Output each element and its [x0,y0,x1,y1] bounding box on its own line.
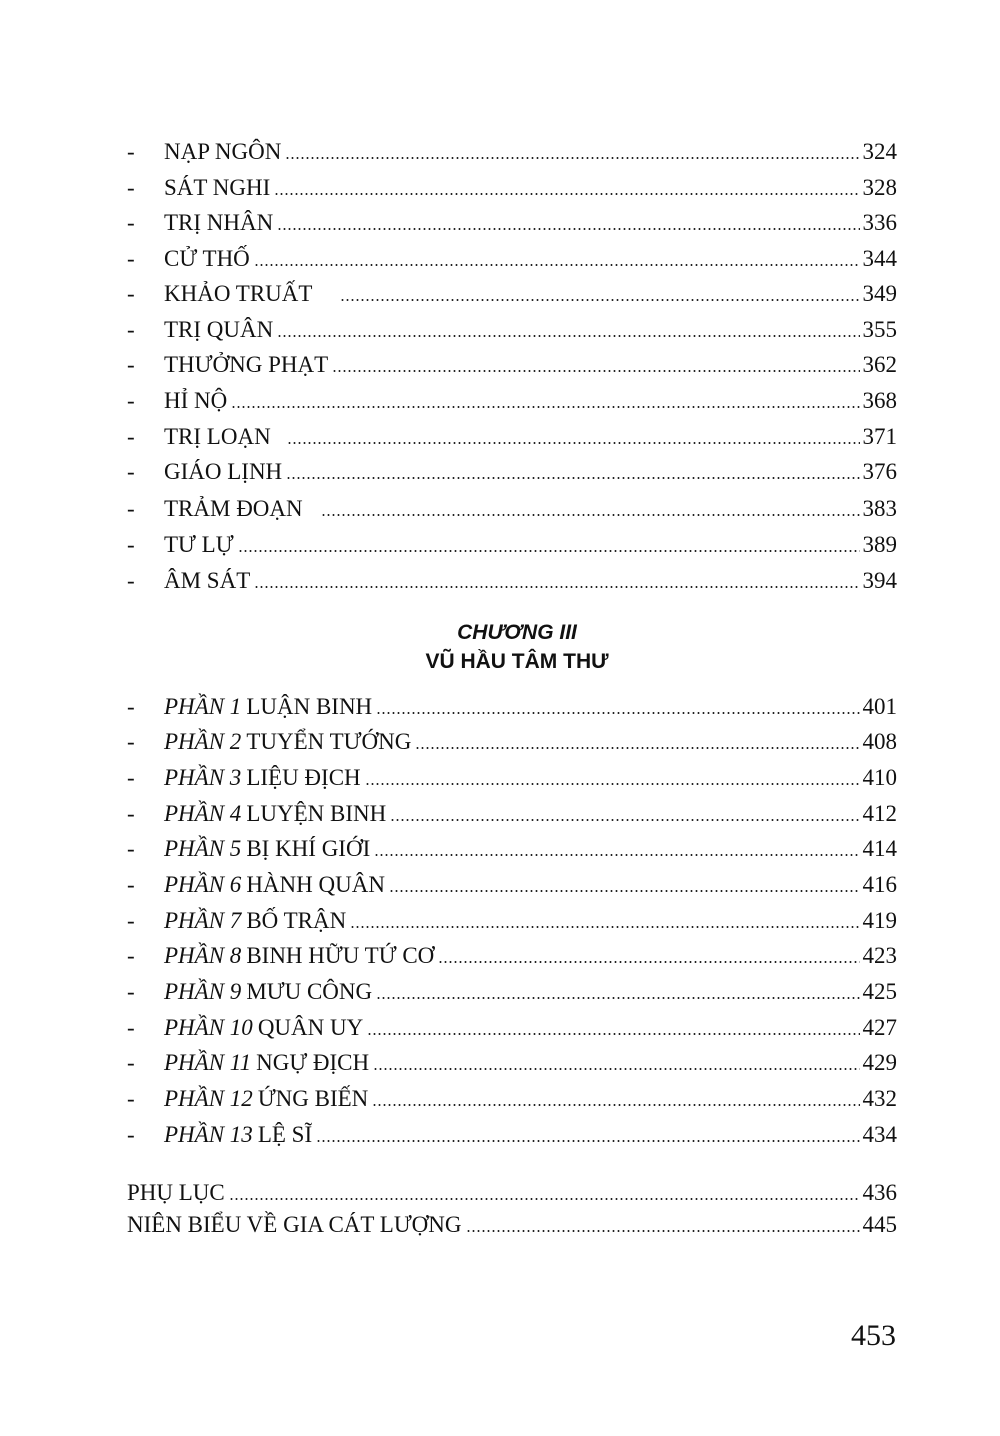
entry-title [164,1015,363,1041]
entry-title [164,729,411,755]
entry-label: ỨNG BIẾN [257,1086,369,1111]
toc-entry [127,939,897,969]
entry-part: PHẦN 8 [164,943,242,968]
entry-page: 445 [862,1212,897,1237]
entry-dash: - [127,424,135,449]
dot-leader [238,550,860,552]
entry-dash: - [127,139,135,164]
dot-leader [321,514,860,516]
toc-entry [127,725,897,755]
entry-part: PHẦN 2 [164,729,242,754]
entry-title [164,1050,369,1076]
entry-page: 328 [862,175,897,200]
entry-dash: - [127,801,135,826]
entry-dash: - [127,1050,135,1075]
entry-page: 394 [862,568,897,593]
dot-leader [374,854,859,856]
toc-entry [127,832,897,862]
dot-leader [316,1140,859,1142]
entry-dash: - [127,568,135,593]
dot-leader [277,335,859,337]
dot-leader [254,264,860,266]
entry-part: PHẦN 4 [164,801,242,826]
entry-part: PHẦN 10 [164,1015,253,1040]
entry-title [164,694,372,720]
page-number: 453 [851,1319,896,1352]
entry-dash: - [127,836,135,861]
entry-page: 383 [862,496,897,521]
dot-leader [466,1230,860,1232]
dot-leader [365,783,860,785]
toc-entry [127,171,897,201]
entry-title: TRỊ QUÂN [164,317,274,342]
entry-page: 414 [862,836,897,861]
toc-entry [127,313,897,343]
dot-leader [231,406,859,408]
entry-page: 408 [862,729,897,754]
entry-part: PHẦN 6 [164,872,242,897]
toc-entry [127,206,897,236]
entry-page: 355 [862,317,897,342]
toc-entry [127,975,897,1005]
entry-page: 427 [862,1015,897,1040]
entry-title: THƯỞNG PHẠT [164,352,329,377]
entry-title [164,801,386,827]
toc-entry [127,348,897,378]
entry-title: TRẢM ĐOẠN [164,496,303,521]
entry-label: LUYỆN BINH [246,801,387,826]
toc-entry [127,797,897,827]
entry-page: 423 [862,943,897,968]
toc-entry [127,1011,897,1041]
entry-dash: - [127,175,135,200]
entry-page: 416 [862,872,897,897]
entry-title [164,943,434,969]
entry-page: 368 [862,388,897,413]
dot-leader [372,1104,859,1106]
entry-page: 336 [862,210,897,235]
chapter-title: VŨ HẦU TÂM THƯ [425,650,609,673]
entry-page: 419 [862,908,897,933]
entry-title [164,872,385,898]
dot-leader [287,442,860,444]
entry-label: BỐ TRẬN [246,908,347,933]
entry-dash: - [127,388,135,413]
entry-dash: - [127,943,135,968]
entry-dash: - [127,352,135,377]
entry-dash: - [127,1122,135,1147]
entry-label: MƯU CÔNG [246,979,373,1004]
entry-title: TRỊ NHÂN [164,210,274,235]
dot-leader [415,747,859,749]
entry-dash: - [127,210,135,235]
entry-title: HỈ NỘ [164,388,228,413]
dot-leader [390,819,859,821]
entry-label: QUÂN UY [257,1015,364,1040]
toc-entry [127,455,897,485]
entry-page: 344 [862,246,897,271]
entry-label: HÀNH QUÂN [246,872,385,897]
toc-entry [127,135,897,165]
dot-leader [376,712,859,714]
entry-dash: - [127,496,135,521]
entry-page: 324 [862,139,897,164]
toc-entry [127,1208,897,1238]
entry-part: PHẦN 12 [164,1086,253,1111]
entry-title: TRỊ LOẠN [164,424,271,449]
toc-entry [127,690,897,720]
chapter-number: CHƯƠNG III [457,621,577,644]
entry-title [164,765,361,791]
entry-title: TƯ LỰ [164,532,234,557]
toc-entry [127,242,897,272]
dot-leader [254,586,859,588]
dot-leader [229,1198,860,1200]
entry-page: 412 [862,801,897,826]
entry-part: PHẦN 7 [164,908,242,933]
dot-leader [350,926,859,928]
toc-entry [127,564,897,594]
entry-title [164,979,372,1005]
entry-title: KHẢO TRUẤT [164,281,313,306]
entry-title: SÁT NGHI [164,175,271,200]
entry-dash: - [127,729,135,754]
dot-leader [376,997,859,999]
entry-page: 376 [862,459,897,484]
entry-page: 401 [862,694,897,719]
entry-dash: - [127,281,135,306]
dot-leader [389,890,860,892]
entry-page: 389 [862,532,897,557]
entry-part: PHẦN 9 [164,979,242,1004]
entry-dash: - [127,1086,135,1111]
entry-dash: - [127,317,135,342]
toc-entry [127,1176,897,1206]
entry-title: PHỤ LỤC [127,1180,225,1205]
entry-page: 362 [862,352,897,377]
toc-entry [127,1082,897,1112]
entry-title [164,1122,312,1148]
toc-entry [127,1046,897,1076]
entry-title: NIÊN BIỂU VỀ GIA CÁT LƯỢNG [127,1212,462,1237]
entry-dash: - [127,765,135,790]
entry-label: NGỰ ĐỊCH [256,1050,370,1075]
toc-entry [127,277,897,307]
dot-leader [286,477,859,479]
entry-title: CỬ THỐ [164,246,250,271]
entry-part: PHẦN 1 [164,694,242,719]
dot-leader [332,370,859,372]
dot-leader [367,1033,859,1035]
entry-label: BINH HỮU TỨ CƠ [246,943,435,968]
entry-label: TUYỂN TƯỚNG [246,729,412,754]
entry-label: LỆ SĨ [257,1122,313,1147]
dot-leader [340,299,859,301]
entry-label: LUẬN BINH [246,694,373,719]
entry-dash: - [127,694,135,719]
entry-title [164,836,370,862]
toc-entry [127,420,897,450]
entry-title: GIÁO LỊNH [164,459,283,484]
toc-entry [127,761,897,791]
entry-label: BỊ KHÍ GIỚI [246,836,371,861]
entry-title: ÂM SÁT [164,568,251,593]
entry-dash: - [127,908,135,933]
entry-page: 349 [862,281,897,306]
entry-title [164,1086,368,1112]
entry-part: PHẦN 5 [164,836,242,861]
toc-entry [127,868,897,898]
entry-label: LIỆU ĐỊCH [246,765,361,790]
entry-title [164,908,346,934]
entry-part: PHẦN 11 [164,1050,252,1075]
toc-entry [127,1118,897,1148]
entry-page: 434 [862,1122,897,1147]
entry-title: NẠP NGÔN [164,139,282,164]
entry-dash: - [127,979,135,1004]
entry-part: PHẦN 3 [164,765,242,790]
toc-entry [127,904,897,934]
entry-dash: - [127,246,135,271]
entry-page: 432 [862,1086,897,1111]
dot-leader [285,157,859,159]
entry-dash: - [127,1015,135,1040]
entry-dash: - [127,459,135,484]
toc-entry [127,528,897,558]
dot-leader [274,193,859,195]
entry-page: 410 [862,765,897,790]
entry-page: 371 [862,424,897,449]
entry-dash: - [127,872,135,897]
toc-entry [127,384,897,414]
dot-leader [373,1068,859,1070]
entry-page: 429 [862,1050,897,1075]
entry-part: PHẦN 13 [164,1122,253,1147]
dot-leader [277,228,859,230]
entry-dash: - [127,532,135,557]
dot-leader [438,961,859,963]
entry-page: 436 [862,1180,897,1205]
entry-page: 425 [862,979,897,1004]
toc-entry [127,492,897,522]
